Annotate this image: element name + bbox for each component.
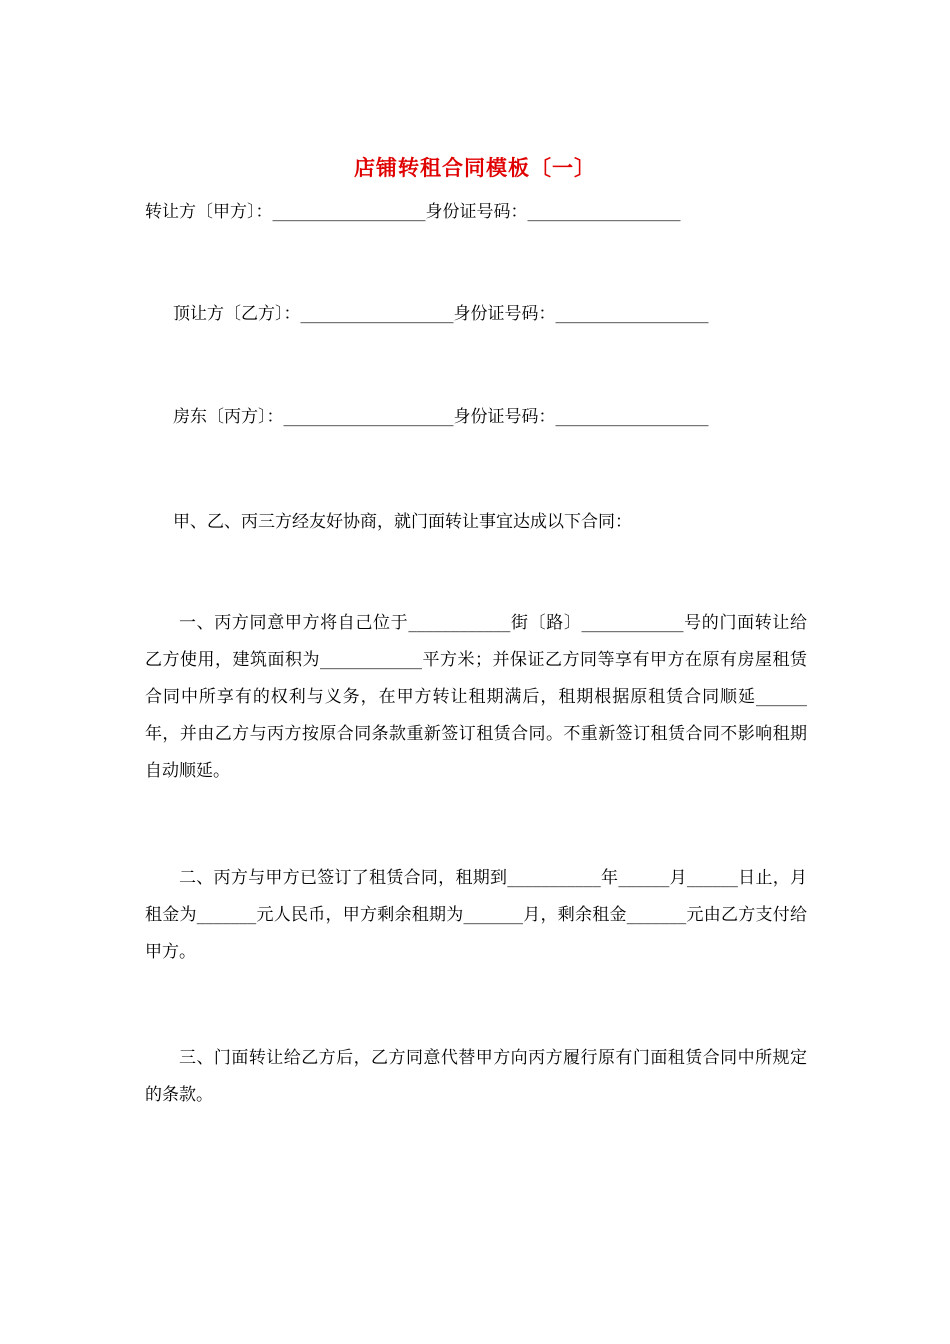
party-transferor-line: 转让方〔甲方〕：__________________身份证号码：__________________	[145, 202, 681, 222]
clause-2: 二、丙方与甲方已签订了租赁合同，租期到___________年______月______日止，月租金为_______元人民币，甲方剩余租期为_______月，剩余租金_______元由乙方支付给甲方。	[145, 868, 807, 962]
party-transferee-line: 顶让方〔乙方〕：__________________身份证号码：__________________	[173, 304, 709, 324]
clause-3: 三、门面转让给乙方后，乙方同意代替甲方向丙方履行原有门面租赁合同中所规定的条款。	[145, 1048, 807, 1105]
intro-paragraph: 甲、乙、丙三方经友好协商，就门面转让事宜达成以下合同：	[173, 512, 632, 532]
clause-1: 一、丙方同意甲方将自己位于____________街〔路〕____________号的门面转让给乙方使用，建筑面积为____________平方米；并保证乙方同等享有甲方在原有房屋租赁合同中所享有的权利与义务，在甲方转让租期满后，租期根据原租赁合同顺延______年，并由乙方与丙方按原合同条款重新签订租赁合同。不重新签订租赁合同不影响租期自动顺延。	[145, 613, 807, 781]
party-landlord-line: 房东〔丙方〕：____________________身份证号码：__________________	[173, 407, 709, 427]
document-title: 店铺转租合同模板〔一〕	[354, 155, 596, 180]
